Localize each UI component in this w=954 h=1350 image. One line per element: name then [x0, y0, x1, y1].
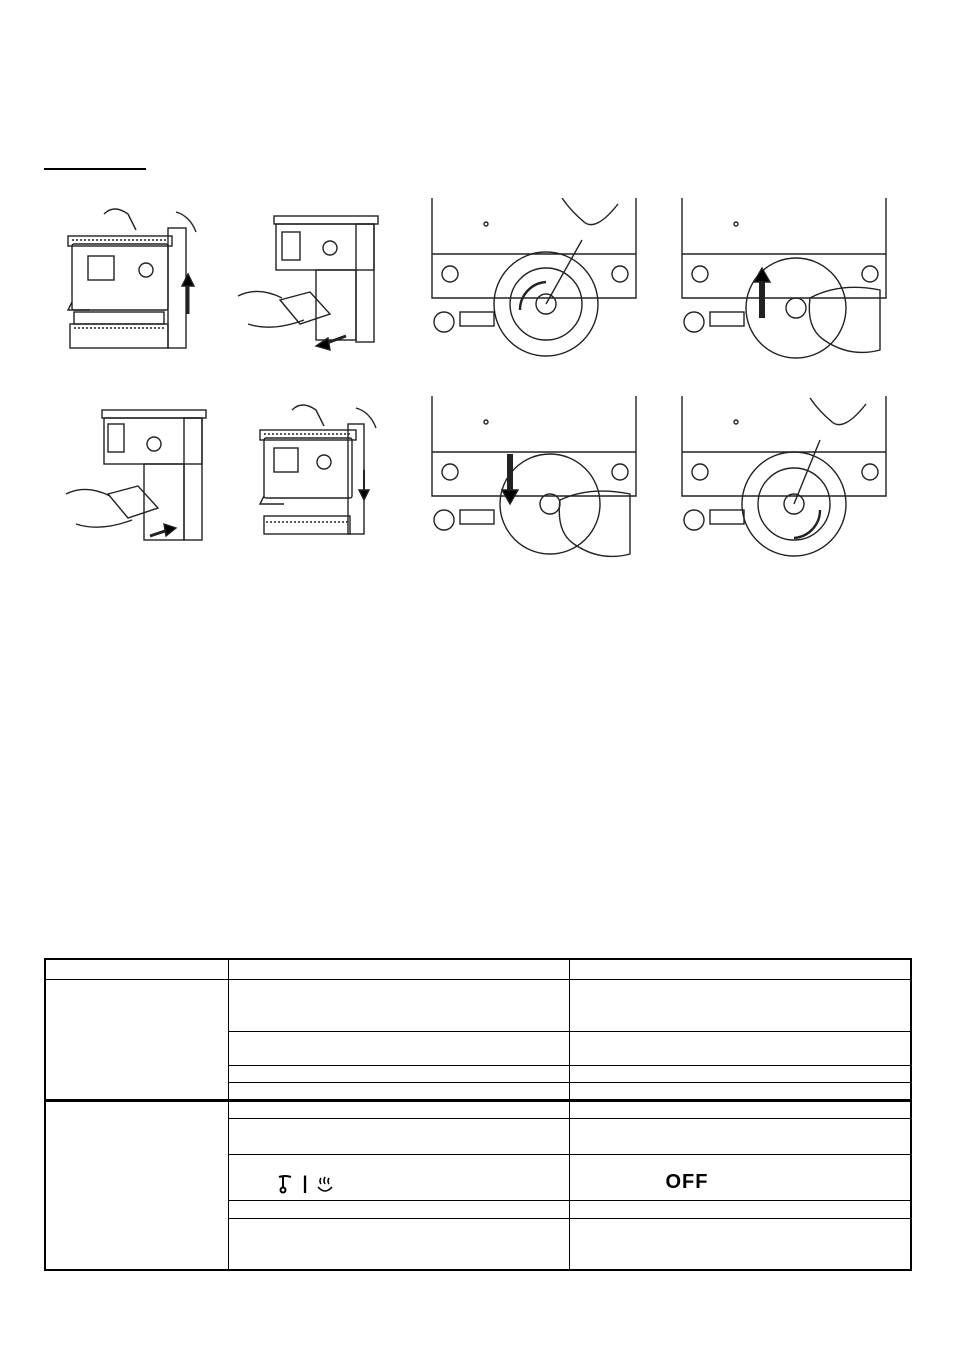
figure-lift-water-tank — [64, 196, 214, 356]
solution-cell — [569, 1031, 911, 1065]
off-label: OFF — [665, 1170, 709, 1193]
steam-wand-icon — [275, 1173, 297, 1195]
problem-cell-1 — [45, 979, 228, 1100]
cause-cell — [228, 1218, 569, 1270]
cause-cell — [228, 1031, 569, 1065]
cause-cell — [228, 1200, 569, 1218]
cause-cell — [228, 1065, 569, 1082]
solution-cell — [569, 1065, 911, 1082]
cause-cell — [228, 979, 569, 1031]
cause-cell-icons — [228, 1154, 569, 1200]
hot-water-icon — [314, 1173, 336, 1195]
header-problem — [45, 959, 228, 979]
icon-pair — [275, 1173, 336, 1195]
solution-cell — [569, 979, 911, 1031]
table-row — [45, 1100, 911, 1118]
solution-cell — [569, 1082, 911, 1100]
figure-remove-shower-screen — [680, 198, 892, 368]
figure-refit-shower-screen — [430, 396, 642, 566]
figure-tighten-screw — [680, 396, 892, 566]
table-header-row — [45, 959, 911, 979]
cause-cell — [228, 1118, 569, 1154]
cause-cell — [228, 1082, 569, 1100]
troubleshooting-table — [44, 958, 912, 1271]
solution-cell-off — [569, 1154, 911, 1200]
table-row — [45, 979, 911, 1031]
solution-cell — [569, 1100, 911, 1118]
solution-cell — [569, 1218, 911, 1270]
figure-insert-drip-tray — [64, 404, 214, 554]
solution-cell — [569, 1118, 911, 1154]
header-solution — [569, 959, 911, 979]
figure-pull-out-drip-tray — [236, 204, 386, 354]
cause-cell — [228, 1100, 569, 1118]
solution-cell — [569, 1200, 911, 1218]
icon-separator: | — [302, 1173, 308, 1193]
figure-replace-water-tank — [252, 398, 402, 548]
figure-loosen-screw — [430, 198, 642, 368]
header-cause — [228, 959, 569, 979]
section-heading-underline — [44, 168, 146, 170]
problem-cell-2 — [45, 1100, 228, 1270]
